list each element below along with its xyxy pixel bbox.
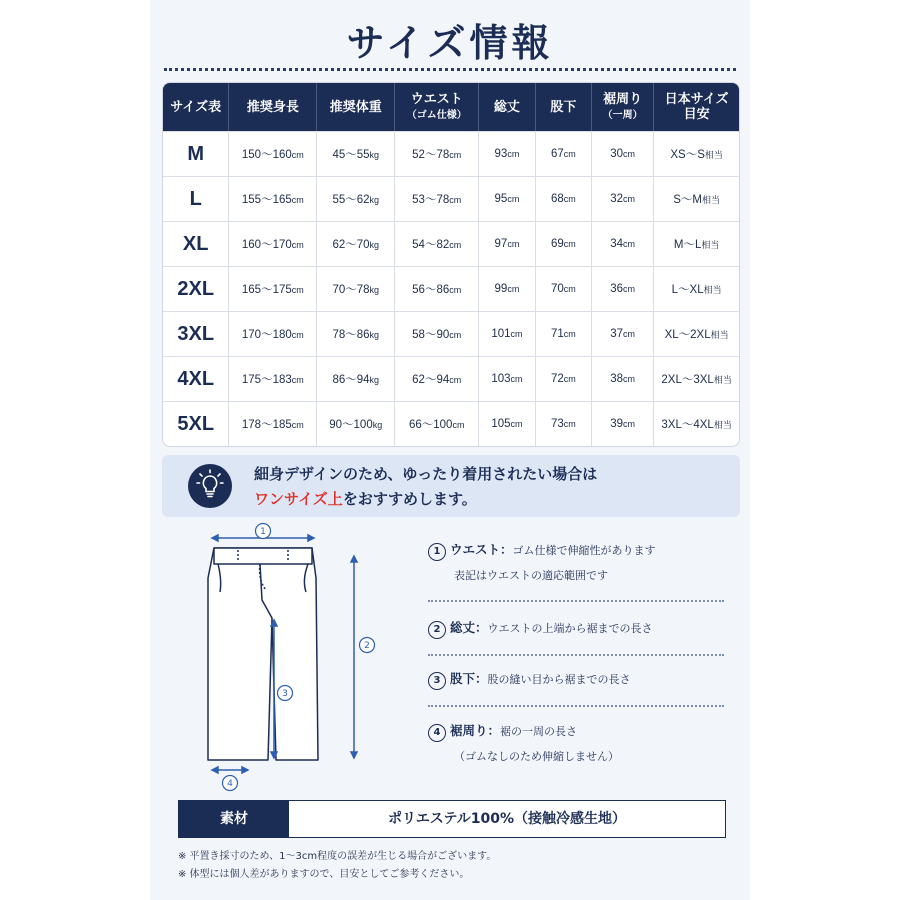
- cell-inseam: 71cm: [536, 311, 592, 356]
- header-length: 総丈: [479, 83, 535, 131]
- cell-jp-size: XL～2XL相当: [654, 311, 739, 356]
- footnote: ※ 体型には個人差がありますので、目安としてご参考ください。: [178, 869, 470, 880]
- desc-waist: 1 ウエスト：ゴム仕様で伸縮性があります 表記はウエストの適応範囲です: [428, 540, 728, 583]
- cell-height: 150～160cm: [229, 131, 317, 176]
- divider: [428, 654, 724, 656]
- footnote: ※ 平置き採寸のため、1～3cm程度の誤差が生じる場合がございます。: [178, 851, 497, 862]
- waistband: [214, 548, 312, 564]
- notice-text-line2: ワンサイズ上をおすすめします。: [254, 490, 477, 508]
- desc-hem: 4 裾周り：裾の一周の長さ （ゴムなしのため伸縮しません）: [428, 721, 728, 764]
- cell-length: 101cm: [479, 311, 535, 356]
- cell-inseam: 69cm: [536, 221, 592, 266]
- cell-weight: 55～62kg: [317, 176, 395, 221]
- header-size: サイズ表: [163, 83, 229, 131]
- cell-inseam: 72cm: [536, 356, 592, 401]
- cell-hem: 36cm: [592, 266, 654, 311]
- header-waist: ウエスト （ゴム仕様）: [395, 83, 479, 131]
- table-row: [163, 266, 739, 311]
- cell-weight: 90～100kg: [317, 401, 395, 446]
- cell-length: 93cm: [479, 131, 535, 176]
- desc-number: 1: [428, 543, 446, 561]
- cell-inseam: 68cm: [536, 176, 592, 221]
- header-jp-size: 日本サイズ 目安: [654, 83, 739, 131]
- table-row: [163, 356, 739, 401]
- cell-height: 170～180cm: [229, 311, 317, 356]
- cell-size: 3XL: [163, 311, 229, 356]
- cell-inseam: 73cm: [536, 401, 592, 446]
- cell-inseam: 67cm: [536, 131, 592, 176]
- cell-size: M: [163, 131, 229, 176]
- cell-height: 165～175cm: [229, 266, 317, 311]
- cell-size: 2XL: [163, 266, 229, 311]
- cell-weight: 86～94kg: [317, 356, 395, 401]
- header-inseam: 股下: [536, 83, 592, 131]
- marker-3: 3: [282, 689, 288, 699]
- cell-weight: 78～86kg: [317, 311, 395, 356]
- cell-size: L: [163, 176, 229, 221]
- material-value: ポリエステル100%（接触冷感生地）: [388, 811, 626, 827]
- cell-length: 95cm: [479, 176, 535, 221]
- cell-height: 178～185cm: [229, 401, 317, 446]
- cell-jp-size: 3XL～4XL相当: [654, 401, 739, 446]
- cell-height: 175～183cm: [229, 356, 317, 401]
- cell-hem: 30cm: [592, 131, 654, 176]
- cell-jp-size: L～XL相当: [654, 266, 739, 311]
- cell-weight: 62～70kg: [317, 221, 395, 266]
- desc-length: 2 総丈：ウエストの上端から裾までの長さ: [428, 618, 728, 639]
- material-box: [178, 800, 726, 838]
- cell-length: 105cm: [479, 401, 535, 446]
- table-row: [163, 176, 739, 221]
- header-height: 推奨身長: [229, 83, 317, 131]
- cell-jp-size: M～L相当: [654, 221, 739, 266]
- lightbulb-icon: [188, 464, 232, 508]
- cell-hem: 34cm: [592, 221, 654, 266]
- cell-jp-size: XS～S相当: [654, 131, 739, 176]
- cell-height: 155～165cm: [229, 176, 317, 221]
- page-title: サイズ情報: [346, 21, 554, 65]
- cell-waist: 53～78cm: [395, 176, 479, 221]
- cell-hem: 38cm: [592, 356, 654, 401]
- pants-outline: [208, 548, 318, 760]
- divider: [428, 705, 724, 707]
- desc-inseam: 3 股下：股の縫い目から裾までの長さ: [428, 669, 728, 690]
- cell-inseam: 70cm: [536, 266, 592, 311]
- marker-4: 4: [227, 779, 233, 789]
- cell-jp-size: S～M相当: [654, 176, 739, 221]
- cell-size: 4XL: [163, 356, 229, 401]
- cell-waist: 56～86cm: [395, 266, 479, 311]
- title-divider: [164, 68, 736, 71]
- cell-weight: 45～55kg: [317, 131, 395, 176]
- table-row: [163, 221, 739, 266]
- cell-length: 103cm: [479, 356, 535, 401]
- cell-hem: 39cm: [592, 401, 654, 446]
- notice-text-line1: 細身デザインのため、ゆったり着用されたい場合は: [254, 465, 598, 483]
- table-header-row: [163, 83, 739, 131]
- notice-banner: [162, 455, 740, 517]
- cell-hem: 32cm: [592, 176, 654, 221]
- pants-diagram: [190, 520, 390, 800]
- cell-hem: 37cm: [592, 311, 654, 356]
- table-row: [163, 401, 739, 446]
- cell-waist: 58～90cm: [395, 311, 479, 356]
- cell-waist: 54～82cm: [395, 221, 479, 266]
- material-label: 素材: [179, 801, 289, 837]
- marker-1: 1: [260, 527, 266, 537]
- divider: [428, 600, 724, 602]
- header-weight: 推奨体重: [317, 83, 395, 131]
- cell-size: XL: [163, 221, 229, 266]
- cell-jp-size: 2XL～3XL相当: [654, 356, 739, 401]
- cell-waist: 66～100cm: [395, 401, 479, 446]
- size-table: [162, 82, 740, 447]
- header-hem: 裾周り （一周）: [592, 83, 654, 131]
- cell-height: 160～170cm: [229, 221, 317, 266]
- cell-waist: 52～78cm: [395, 131, 479, 176]
- cell-size: 5XL: [163, 401, 229, 446]
- cell-weight: 70～78kg: [317, 266, 395, 311]
- table-row: [163, 311, 739, 356]
- cell-waist: 62～94cm: [395, 356, 479, 401]
- notice-highlight: ワンサイズ上: [254, 490, 343, 508]
- cell-length: 99cm: [479, 266, 535, 311]
- marker-2: 2: [364, 641, 370, 651]
- table-row: [163, 131, 739, 176]
- cell-length: 97cm: [479, 221, 535, 266]
